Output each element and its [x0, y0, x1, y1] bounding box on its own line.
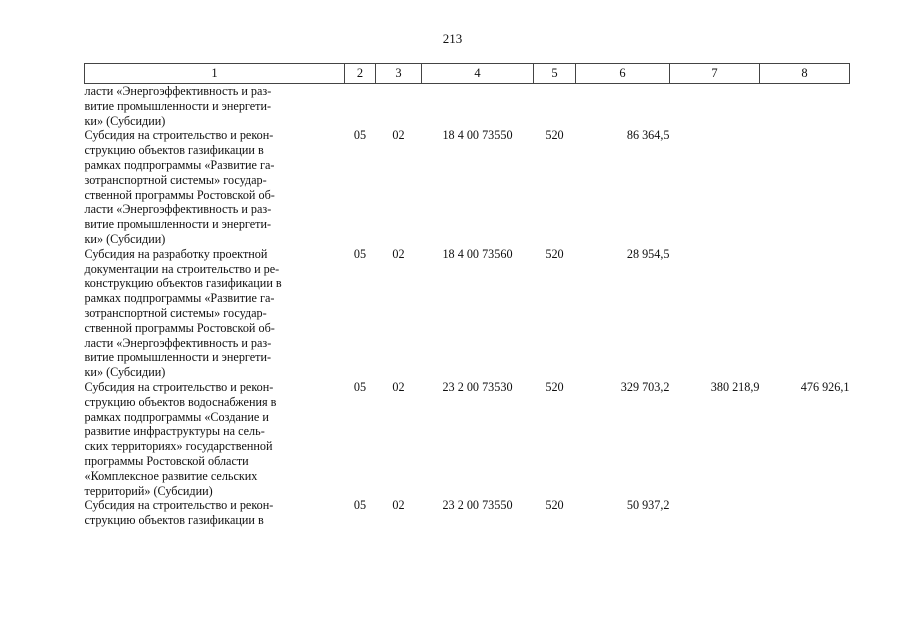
cell-amount-col8: [760, 84, 850, 129]
description-line: ки» (Субсидии): [84, 231, 166, 246]
cell-amount-col8: [760, 498, 850, 528]
description-line: витие промышленности и энергети-: [84, 98, 272, 113]
cell-subsection: 02: [392, 379, 405, 394]
description-line: зотранспортной системы» государ-: [84, 172, 267, 187]
description-line: рамках подпрограммы «Создание и: [84, 409, 269, 424]
description-line: ласти «Энергоэффективность и раз-: [84, 335, 272, 350]
page-number: 213: [442, 31, 463, 46]
cell-section: 05: [353, 246, 367, 261]
description-line: Субсидия на строительство и рекон-: [84, 498, 274, 513]
cell-amount-col8: [760, 247, 850, 380]
row-description: [85, 84, 345, 129]
description-line: ки» (Субсидии): [84, 365, 166, 380]
table-row: [85, 380, 850, 498]
cell-section: 05: [353, 128, 367, 143]
row-description: [85, 498, 345, 528]
header-cell: 4: [422, 64, 534, 84]
description-line: струкцию объектов газификации в: [84, 513, 264, 528]
description-line: документации на строительство и ре-: [84, 261, 280, 276]
row-description: [85, 380, 345, 498]
header-cell: 5: [534, 64, 576, 84]
description-line: ственной программы Ростовской об-: [84, 187, 275, 202]
header-cell: 2: [345, 64, 376, 84]
cell-amount-col6: 86 364,5: [626, 128, 670, 143]
cell-amount-col6: 28 954,5: [626, 246, 670, 261]
description-line: «Комплексное развитие сельских: [84, 468, 258, 483]
cell-amount-col8: [760, 128, 850, 246]
description-line: территорий» (Субсидии): [84, 483, 213, 498]
description-line: струкцию объектов водоснабжения в: [84, 394, 277, 409]
description-line: струкцию объектов газификации в: [84, 143, 264, 158]
cell-subsection: 02: [392, 246, 405, 261]
header-cell: 6: [576, 64, 670, 84]
cell-amount-col8: 476 926,1: [800, 379, 850, 394]
cell-subsection: 02: [392, 128, 405, 143]
cell-expense-type: 520: [545, 379, 564, 394]
cell-amount-col6: 329 703,2: [620, 379, 670, 394]
description-line: рамках подпрограммы «Развитие га-: [84, 291, 275, 306]
cell-section: 05: [353, 379, 367, 394]
description-line: Субсидия на строительство и рекон-: [84, 379, 274, 394]
cell-section: 05: [353, 498, 367, 513]
description-line: витие промышленности и энергети-: [84, 217, 272, 232]
description-line: витие промышленности и энергети-: [84, 350, 272, 365]
cell-target-article: 23 2 00 73530: [442, 379, 513, 394]
header-cell: 7: [670, 64, 760, 84]
description-line: конструкцию объектов газификации в: [84, 276, 282, 291]
description-line: ственной программы Ростовской об-: [84, 320, 275, 335]
cell-amount-col6: [576, 84, 670, 129]
description-line: Субсидия на строительство и рекон-: [84, 128, 274, 143]
description-line: программы Ростовской области: [84, 453, 249, 468]
cell-amount-col7: [670, 247, 760, 380]
cell-expense-type: 520: [545, 128, 564, 143]
description-line: ласти «Энергоэффективность и раз-: [84, 84, 272, 98]
table-row: [85, 247, 850, 380]
header-cell: 1: [85, 64, 345, 84]
budget-table: [84, 63, 850, 528]
header-cell: 8: [760, 64, 850, 84]
description-line: рамках подпрограммы «Развитие га-: [84, 157, 275, 172]
description-line: ласти «Энергоэффективность и раз-: [84, 202, 272, 217]
cell-target-article: 18 4 00 73550: [442, 128, 513, 143]
description-line: развитие инфраструктуры на сель-: [84, 424, 265, 439]
cell-subsection: [376, 84, 422, 129]
cell-subsection: 02: [392, 498, 405, 513]
table-row: [85, 498, 850, 528]
row-description: [85, 128, 345, 246]
cell-target-article: [422, 84, 534, 129]
description-line: Субсидия на разработку проектной: [84, 246, 268, 261]
cell-expense-type: 520: [545, 498, 564, 513]
cell-amount-col7: [670, 498, 760, 528]
cell-amount-col7: 380 218,9: [710, 379, 760, 394]
description-line: ских территориях» государственной: [84, 439, 273, 454]
cell-amount-col7: [670, 128, 760, 246]
table-row: [85, 84, 850, 129]
header-row: [85, 64, 850, 84]
cell-amount-col7: [670, 84, 760, 129]
cell-expense-type: 520: [545, 246, 564, 261]
cell-amount-col6: 50 937,2: [626, 498, 670, 513]
header-cell: 3: [376, 64, 422, 84]
cell-section: [345, 84, 376, 129]
cell-target-article: 18 4 00 73560: [442, 246, 513, 261]
cell-expense-type: [534, 84, 576, 129]
description-line: зотранспортной системы» государ-: [84, 305, 267, 320]
description-line: ки» (Субсидии): [84, 113, 166, 128]
cell-target-article: 23 2 00 73550: [442, 498, 513, 513]
table-row: [85, 128, 850, 246]
row-description: [85, 247, 345, 380]
